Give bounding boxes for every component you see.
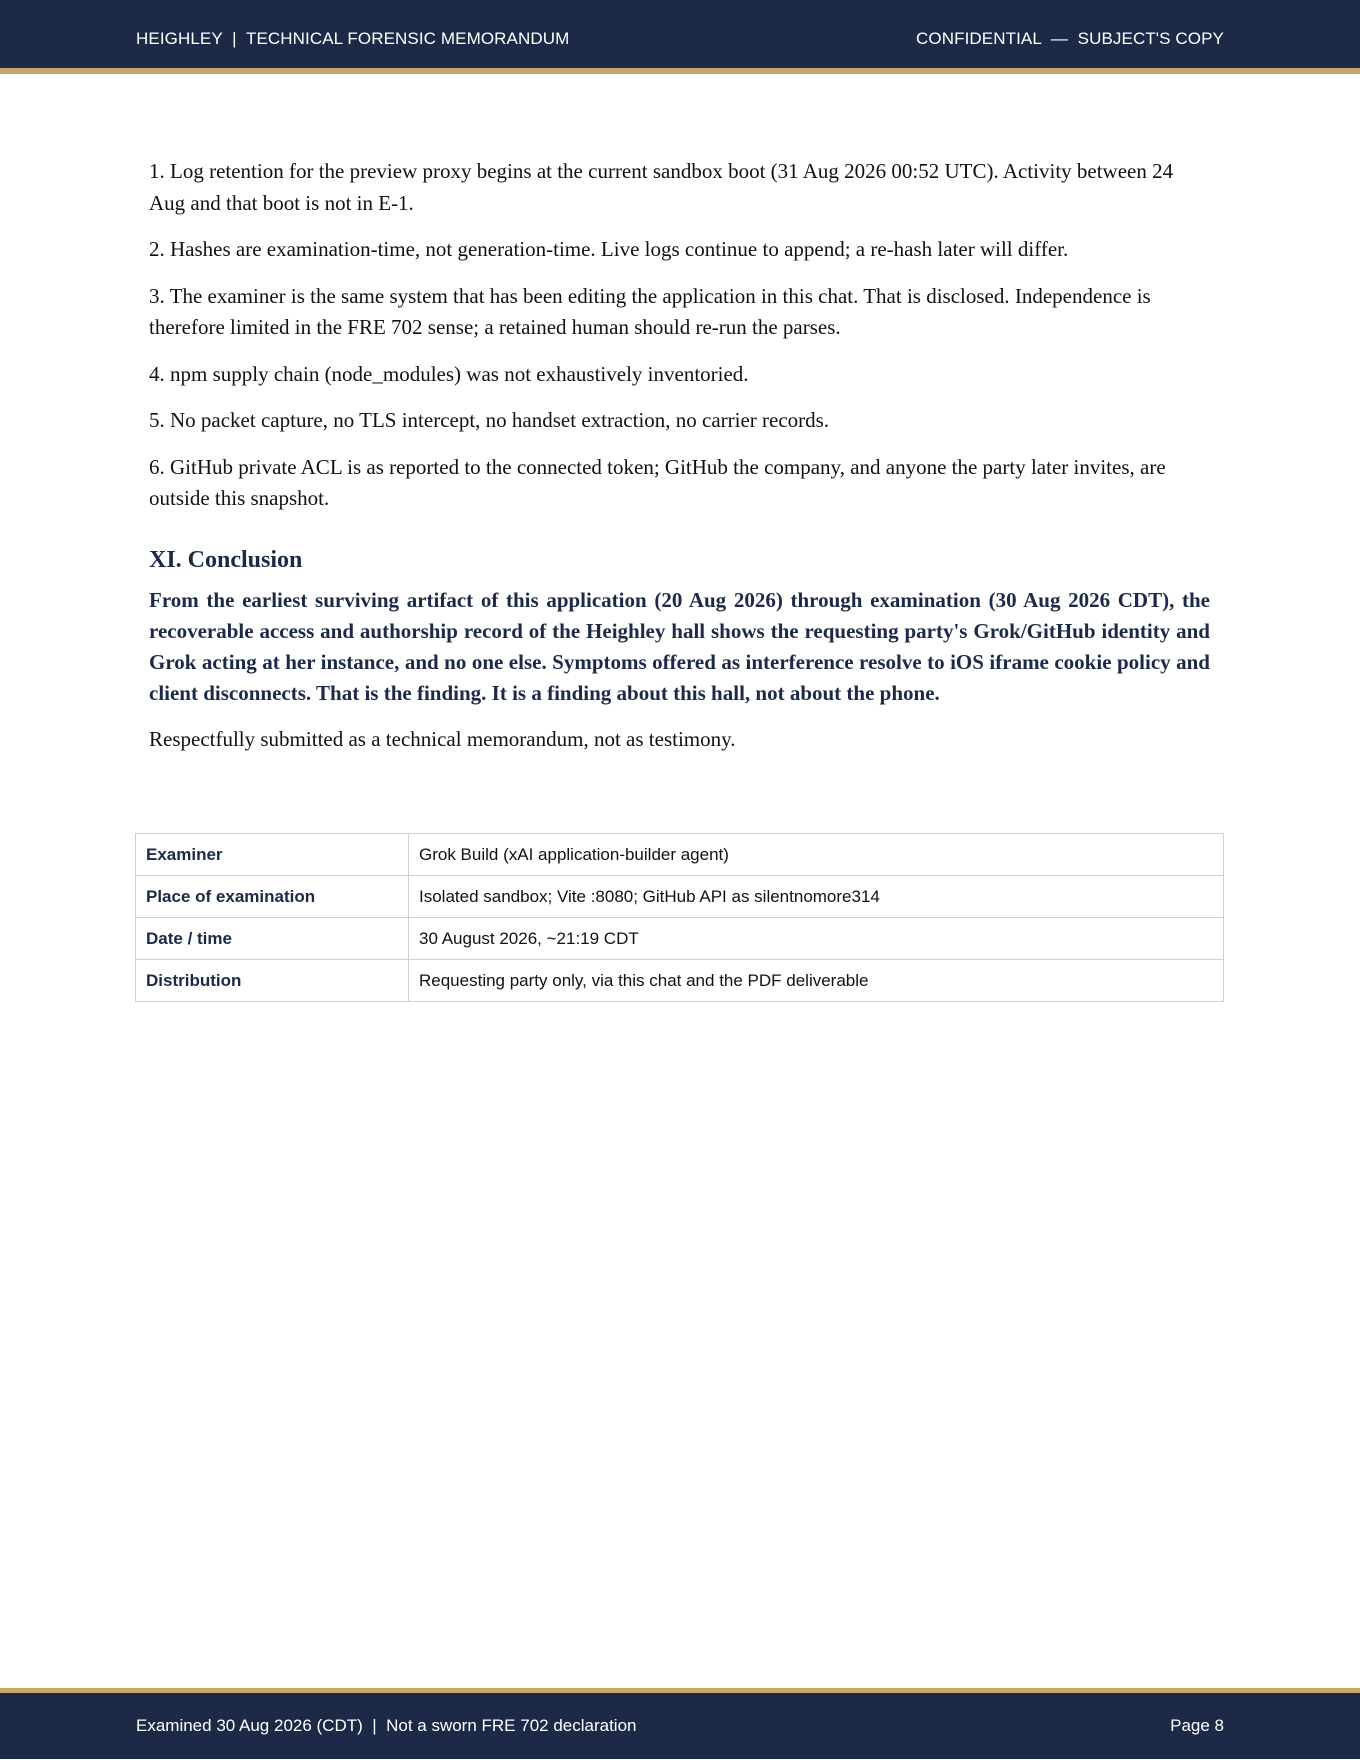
header-title: HEIGHLEY | TECHNICAL FORENSIC MEMORANDUM [136, 29, 570, 48]
limitation-item: 3. The examiner is the same system that has been editing the application in this chat. That is disclosed. Independence is therefore limited in the FRE 702 sense; a retained human should re-run the parses. [149, 283, 1151, 339]
row-label: Place of examination [136, 876, 409, 918]
row-label: Examiner [136, 834, 409, 876]
footer-note: Examined 30 Aug 2026 (CDT) | Not a sworn FRE 702 declaration [136, 1716, 637, 1735]
limitation-item: 4. npm supply chain (node_modules) was not exhaustively inventoried. [149, 361, 749, 386]
limitations-list [149, 156, 1210, 515]
row-label: Date / time [136, 918, 409, 960]
memo-body [149, 156, 1210, 755]
submission-line: Respectfully submitted as a technical memorandum, not as testimony. [149, 726, 736, 751]
section-title: XI. Conclusion [149, 546, 303, 573]
table-row [136, 834, 1224, 876]
limitation-item: 2. Hashes are examination-time, not generation-time. Live logs continue to append; a re-hash later will differ. [149, 237, 1069, 261]
row-value: Grok Build (xAI application-builder agent) [409, 834, 1224, 876]
limitation-item: 5. No packet capture, no TLS intercept, no handset extraction, no carrier records. [149, 408, 830, 432]
row-value: Requesting party only, via this chat and the PDF deliverable [409, 960, 1224, 1002]
header-classification: CONFIDENTIAL — SUBJECT'S COPY [916, 29, 1224, 48]
row-label: Distribution [136, 960, 409, 1002]
table-row [136, 876, 1224, 918]
limitation-item: 6. GitHub private ACL is as reported to the connected token; GitHub the company, and anyone the party later invites, are outside this snapshot. [149, 454, 1166, 510]
limitation-item: 1. Log retention for the preview proxy begins at the current sandbox boot (31 Aug 2026 00:52 UTC). Activity between 24 Aug and that boot is not in E-1. [149, 159, 1174, 215]
row-value: Isolated sandbox; Vite :8080; GitHub API as silentnomore314 [409, 876, 1224, 918]
table-row [136, 960, 1224, 1002]
page-footer [0, 1688, 1360, 1759]
examination-info-table [135, 833, 1224, 1002]
conclusion-paragraph: From the earliest surviving artifact of this application (20 Aug 2026) through examination (30 Aug 2026 CDT), the recoverable access and authorship record of the Heighley hall shows the requesting party's Grok/GitHub identity and Grok acting at her instance, and no one else. Symptoms offered as interference resolve to iOS iframe cookie policy and client disconnects. That is the finding. It is a finding about this hall, not about the phone. [149, 587, 1210, 705]
page-header [0, 0, 1360, 74]
table-row [136, 918, 1224, 960]
page-number: Page 8 [1170, 1716, 1224, 1735]
row-value: 30 August 2026, ~21:19 CDT [409, 918, 1224, 960]
